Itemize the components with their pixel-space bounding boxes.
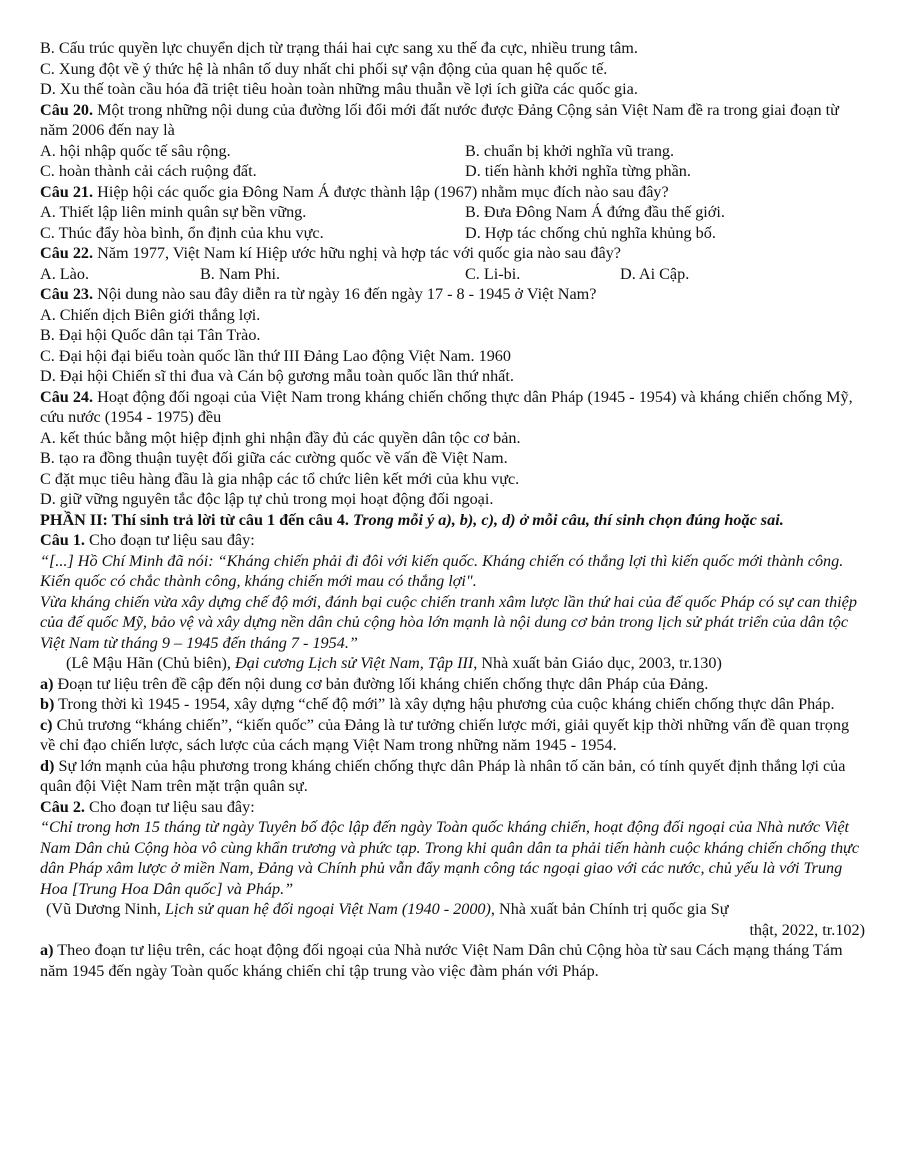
statement-text: Sự lớn mạnh của hậu phương trong kháng chiến chống thực dân Pháp là nhân tố căn bản, có tính quyết định thắng lợi của quân đội Việt Nam trên mặt trận quân sự.	[40, 756, 846, 795]
question-stem: Hiệp hội các quốc gia Đông Nam Á được thành lập (1967) nhằm mục đích nào sau đây?	[97, 182, 669, 201]
statement-d	[40, 756, 865, 797]
quote-source	[40, 653, 865, 674]
question-intro: Cho đoạn tư liệu sau đây:	[89, 797, 255, 816]
statement-label: a)	[40, 941, 54, 959]
source-prefix: (Vũ Dương Ninh,	[46, 900, 165, 918]
question-label: Câu 21.	[40, 182, 94, 201]
option-b: B. Đưa Đông Nam Á đứng đầu thế giới.	[465, 203, 725, 221]
quote-source-continued: thật, 2022, tr.102)	[749, 920, 865, 939]
quote-paragraph: “Chỉ trong hơn 15 tháng từ ngày Tuyên bố độc lập đến ngày Toàn quốc kháng chiến, hoạt động đối ngoại của Nhà nước Việt Nam Dân chủ Cộng hòa vô cùng khẩn trương và phức tạp. Trong khi quân dân ta phải tiến hành cuộc kháng chiến chống thực dân Pháp xâm lược ở miền Nam, Đảng và Chính phủ vẫn đẩy mạnh công tác ngoại giao với các nước, chủ yếu là với Trung Hoa [Trung Hoa Dân quốc] và Pháp.”	[40, 818, 860, 898]
statement-label: c)	[40, 715, 53, 734]
question-label: Câu 22.	[40, 244, 94, 262]
option-a: A. Thiết lập liên minh quân sự bền vững.	[40, 203, 307, 221]
question-stem: Năm 1977, Việt Nam kí Hiệp ước hữu nghị và hợp tác với quốc gia nào sau đây?	[97, 244, 621, 262]
question-label: Câu 1.	[40, 531, 85, 549]
quote-paragraph-2: Vừa kháng chiến vừa xây dựng chế độ mới, đánh bại cuộc chiến tranh xâm lược lần thứ hai của đế quốc Pháp có sự can thiệp của đế quốc Mỹ, bảo vệ và xây dựng nền dân chủ cộng hòa lớn mạnh là nội dung cơ bản trong lịch sử phát triển của dân tộc Việt Nam từ tháng 9 – 1945 đến tháng 7 - 1954.”	[40, 592, 857, 652]
option-c: C. Li-bi.	[465, 264, 521, 283]
option-d: D. tiến hành khởi nghĩa từng phần.	[465, 162, 691, 180]
source-title: Lịch sử quan hệ đối ngoại Việt Nam (1940 - 2000)	[164, 900, 491, 918]
option-b: B. Nam Phi.	[200, 264, 281, 283]
source-suffix: , Nhà xuất bản Giáo dục, 2003, tr.130)	[473, 654, 722, 672]
option-c: C. Đại hội đại biểu toàn quốc lần thứ III Đảng Lao động Việt Nam. 1960	[40, 346, 511, 365]
question-stem: Hoạt động đối ngoại của Việt Nam trong kháng chiến chống thực dân Pháp (1945 - 1954) và kháng chiến chống Mỹ, cứu nước (1954 - 1975) đều	[40, 387, 853, 426]
statement-b	[40, 694, 865, 715]
question-label: Câu 20.	[40, 100, 94, 119]
quote-source	[40, 899, 865, 920]
part-2-question-1	[40, 530, 865, 551]
question-stem: Nội dung nào sau đây diễn ra từ ngày 16 đến ngày 17 - 8 - 1945 ở Việt Nam?	[97, 285, 597, 303]
option-a: A. Lào.	[40, 264, 89, 283]
statement-label: d)	[40, 756, 55, 775]
question-stem: Một trong những nội dung của đường lối đổi mới đất nước được Đảng Cộng sản Việt Nam đề ra trong giai đoạn từ năm 2006 đến nay là	[40, 100, 839, 139]
option-c: C đặt mục tiêu hàng đầu là gia nhập các tổ chức liên kết mới của khu vực.	[40, 469, 520, 488]
option-c: C. Thúc đẩy hòa bình, ổn định của khu vực.	[40, 223, 324, 242]
quote-paragraph-1: “[...] Hồ Chí Minh đã nói: “Kháng chiến phải đi đôi với kiến quốc. Kháng chiến có thắng lợi thì kiến quốc mới thành công. Kiến quốc có chắc thành công, kháng chiến mới mau có thắng lợi".	[40, 551, 844, 590]
question-label: Câu 24.	[40, 387, 94, 406]
statement-label: a)	[40, 674, 54, 693]
question-21-options	[40, 202, 865, 243]
option-c-prev: C. Xung đột về ý thức hệ là nhân tố duy nhất chi phối sự vận động của quan hệ quốc tế.	[40, 59, 608, 78]
option-c: C. hoàn thành cải cách ruộng đất.	[40, 162, 257, 180]
question-label: Câu 23.	[40, 285, 94, 303]
question-22	[40, 243, 865, 264]
question-23	[40, 284, 865, 305]
option-d: D. Ai Cập.	[620, 264, 690, 283]
option-d: D. Đại hội Chiến sĩ thi đua và Cán bộ gương mẫu toàn quốc lần thứ nhất.	[40, 367, 514, 385]
option-b: B. Đại hội Quốc dân tại Tân Trào.	[40, 326, 261, 344]
question-21	[40, 182, 865, 203]
exam-page	[40, 38, 865, 981]
question-label: Câu 2.	[40, 797, 85, 816]
source-prefix: (Lê Mậu Hãn (Chủ biên),	[66, 654, 236, 672]
option-a: A. kết thúc bằng một hiệp định ghi nhận đầy đủ các quyền dân tộc cơ bản.	[40, 428, 521, 447]
source-suffix: , Nhà xuất bản Chính trị quốc gia Sự	[490, 900, 729, 918]
source-title: Đại cương Lịch sử Việt Nam, Tập III	[235, 654, 474, 672]
question-intro: Cho đoạn tư liệu sau đây:	[89, 531, 255, 549]
statement-text: Trong thời kì 1945 - 1954, xây dựng “chế độ mới” là xây dựng hậu phương của cuộc kháng chiến chống thực dân Pháp.	[58, 695, 835, 713]
part-2-instruction: Trong mỗi ý a), b), c), d) ở mỗi câu, thí sinh chọn đúng hoặc sai.	[352, 510, 784, 529]
statement-a	[40, 940, 865, 981]
statement-text: Theo đoạn tư liệu trên, các hoạt động đối ngoại của Nhà nước Việt Nam Dân chủ Cộng hòa từ sau Cách mạng tháng Tám năm 1945 đến ngày Toàn quốc kháng chiến chỉ tập trung vào việc đàm phán với Pháp.	[40, 941, 843, 980]
option-a: A. Chiến dịch Biên giới thắng lợi.	[40, 305, 261, 324]
statement-c	[40, 715, 865, 756]
part-2-title: PHẦN II: Thí sinh trả lời từ câu 1 đến câu 4.	[40, 510, 349, 529]
question-20	[40, 100, 865, 141]
option-d: D. Hợp tác chống chủ nghĩa khủng bố.	[465, 223, 716, 242]
part-2-heading	[40, 510, 865, 531]
statement-text: Chủ trương “kháng chiến”, “kiến quốc” của Đảng là tư tưởng chiến lược mới, giải quyết kịp thời những vấn đề quan trọng về chỉ đạo chiến lược, sách lược của cách mạng Việt Nam trong những năm 1945 - 1954.	[40, 715, 850, 754]
question-20-options	[40, 141, 865, 182]
part-2-question-2	[40, 797, 865, 818]
option-d: D. giữ vững nguyên tắc độc lập tự chủ trong mọi hoạt động đối ngoại.	[40, 490, 494, 508]
question-24	[40, 387, 865, 428]
question-22-options	[40, 264, 865, 285]
option-b-prev: B. Cấu trúc quyền lực chuyển dịch từ trạng thái hai cực sang xu thế đa cực, nhiều trung tâm.	[40, 39, 638, 57]
statement-text: Đoạn tư liệu trên đề cập đến nội dung cơ bản đường lối kháng chiến chống thực dân Pháp của Đảng.	[57, 674, 709, 693]
statement-label: b)	[40, 695, 55, 713]
option-a: A. hội nhập quốc tế sâu rộng.	[40, 141, 231, 160]
option-b: B. tạo ra đồng thuận tuyệt đối giữa các cường quốc về vấn đề Việt Nam.	[40, 449, 508, 467]
option-b: B. chuẩn bị khởi nghĩa vũ trang.	[465, 141, 675, 160]
option-d-prev: D. Xu thế toàn cầu hóa đã triệt tiêu hoàn toàn những mâu thuẫn về lợi ích giữa các quốc gia.	[40, 80, 638, 98]
statement-a	[40, 674, 865, 695]
